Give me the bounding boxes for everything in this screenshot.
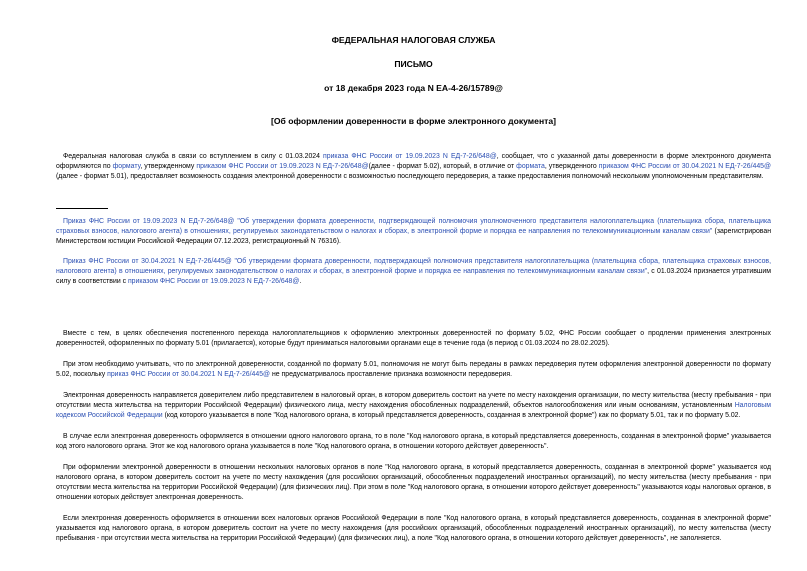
text: , утвержденному <box>140 163 197 170</box>
paragraph-submission <box>56 391 771 421</box>
order-link-445[interactable]: приказ ФНС России от 30.04.2021 N ЕД-7-26/445@ <box>107 371 271 378</box>
paragraph-extension <box>56 329 771 349</box>
paragraph-intro <box>56 152 771 182</box>
document-date-number: от 18 декабря 2023 года N ЕА-4-26/15789@ <box>324 83 503 93</box>
text: , сообщает, что с указанной даты доверенности в форме электронного документа оформляются по <box>56 153 771 170</box>
order-link-445[interactable]: приказом ФНС России от 30.04.2021 N ЕД-7-26/445@ <box>598 163 772 170</box>
text: (далее - формат 5.01), предоставляет возможность создания электронной доверенности с возможностью последующего передоверия, а также предоставления полномочий нескольким уполномоченным представителям. <box>56 173 764 180</box>
paragraph-single-authority <box>56 432 771 452</box>
order-link-648[interactable]: приказом ФНС России от 19.09.2023 N ЕД-7-26/648@ <box>127 278 300 285</box>
text: При этом необходимо учитывать, что по электронной доверенности, созданной по формату 5.01, полномочия не могут быть переданы в рамках передоверия путем оформления электронной доверенности по формату 5.02, поскольку <box>56 361 771 378</box>
text: В случае если электронная доверенность оформляется в отношении одного налогового органа, то в поле "Код налогового органа, в который представляется доверенность, созданная в электронной форме" указывается код этого налогового органа. Этот же код налогового органа указывается в поле "Код налогового органа, в отношении которого действует доверенность". <box>56 433 771 450</box>
paragraph-multiple-authorities <box>56 463 771 503</box>
footnote-1 <box>56 217 771 247</box>
text: не предусматривалось проставление признака возможности передоверия. <box>270 371 513 378</box>
footnote-order-link-445[interactable]: Приказ ФНС России от 30.04.2021 N ЕД-7-26/445@ "Об утверждении формата доверенности, подтверждающей полномочия представителя налогоплательщика (плательщика сбора, плательщика страховых взносов, налогового агента) в отношениях, регулируемых законодательством о налогах и сборах, в электронной форме и порядка ее направления по телекоммуникационным каналам связи" <box>56 258 771 275</box>
order-link-648[interactable]: приказом ФНС России от 19.09.2023 N ЕД-7-26/648@ <box>196 163 369 170</box>
text: При оформлении электронной доверенности в отношении нескольких налоговых органов в поле "Код налогового органа, в который представляется доверенность, созданная в электронной форме" указывается код налогового органа, в котором доверитель состоит на учете по месту нахождения (для российских организаций, обособленных подразделений иностранных организаций), по месту жительства (месту пребывания - при отсутствии места жительства на территории Российской Федерации) (для физических лиц). При этом в поле "Код налогового органа, в отношении которого действует доверенность" указываются коды налоговых органов, в отношении которых действует электронная доверенность. <box>56 464 771 501</box>
footnote-order-link-648[interactable]: Приказ ФНС России от 19.09.2023 N ЕД-7-26/648@ "Об утверждении формата доверенности, подтверждающей полномочия уполномоченного представителя налогоплательщика (плательщика сбора, плательщика страховых взносов, налогового агента) в отношениях, регулируемых законодательством о налогах и сборах, в электронной форме и порядка ее направления по телекоммуникационным каналам связи" <box>56 218 771 235</box>
text: . <box>299 278 302 285</box>
text: Федеральная налоговая служба в связи со вступлением в силу с 01.03.2024 <box>63 153 324 160</box>
order-link-648[interactable]: приказа ФНС России от 19.09.2023 N ЕД-7-26/648@ <box>323 153 497 160</box>
footnote-2 <box>56 257 771 287</box>
text: Электронная доверенность направляется доверителем либо представителем в налоговый орган, в котором доверитель состоит на учете по месту нахождения организации, по месту жительства (месту пребывания - при отсутствии места жительства на территории Российской Федерации) физического лица, месту нахождения обособленных подразделений, объектов налогообложения или иным основаниям, установленным <box>56 392 771 409</box>
text: (зарегистрирован Министерством юстиции Российской Федерации 07.12.2023, регистрационный N 76316). <box>56 228 772 245</box>
format-link[interactable]: формата <box>516 163 545 170</box>
tax-code-link[interactable]: Налоговым кодексом Российской Федерации <box>56 402 771 419</box>
paragraph-redelegation <box>56 360 771 380</box>
footnote-divider <box>56 208 108 209</box>
paragraph-all-authorities <box>56 514 771 544</box>
agency-name: ФЕДЕРАЛЬНАЯ НАЛОГОВАЯ СЛУЖБА <box>331 35 496 45</box>
text: Если электронная доверенность оформляется в отношении всех налоговых органов Российской Федерации в поле "Код налогового органа, в который представляется доверенность, созданная в электронной форме" указывается код налогового органа, в котором доверитель состоит на учете по месту нахождения (для российских организаций, обособленных подразделений иностранных организаций), по месту жительства (месту пребывания - при отсутствии места жительства на территории Российской Федерации) (для физических лиц), а поле "Код налогового органа, в отношении которого действует доверенность", не заполняется. <box>56 515 771 542</box>
document-subject: [Об оформлении доверенности в форме электронного документа] <box>270 116 556 126</box>
text: Вместе с тем, в целях обеспечения постепенного перехода налогоплательщиков к оформлению электронных доверенностей по формату 5.02, ФНС России сообщает о продлении применения электронных доверенностей, оформленных по формату 5.01 (прилагается), которые будут приниматься налоговыми органами еще в течение года (в период с 01.03.2024 по 28.02.2025). <box>56 330 771 347</box>
text: , утвержденного <box>544 163 599 170</box>
text: (код которого указывается в поле "Код налогового органа, в который представляется доверенность, созданная в электронной форме") как по формату 5.01, так и по формату 5.02. <box>162 412 741 419</box>
text: , с 01.03.2024 признается утратившим силу в соответствии с <box>56 268 772 285</box>
text: (далее - формат 5.02), который, в отличие от <box>368 163 517 170</box>
format-link[interactable]: формату <box>112 163 141 170</box>
document-type: ПИСЬМО <box>394 59 433 69</box>
